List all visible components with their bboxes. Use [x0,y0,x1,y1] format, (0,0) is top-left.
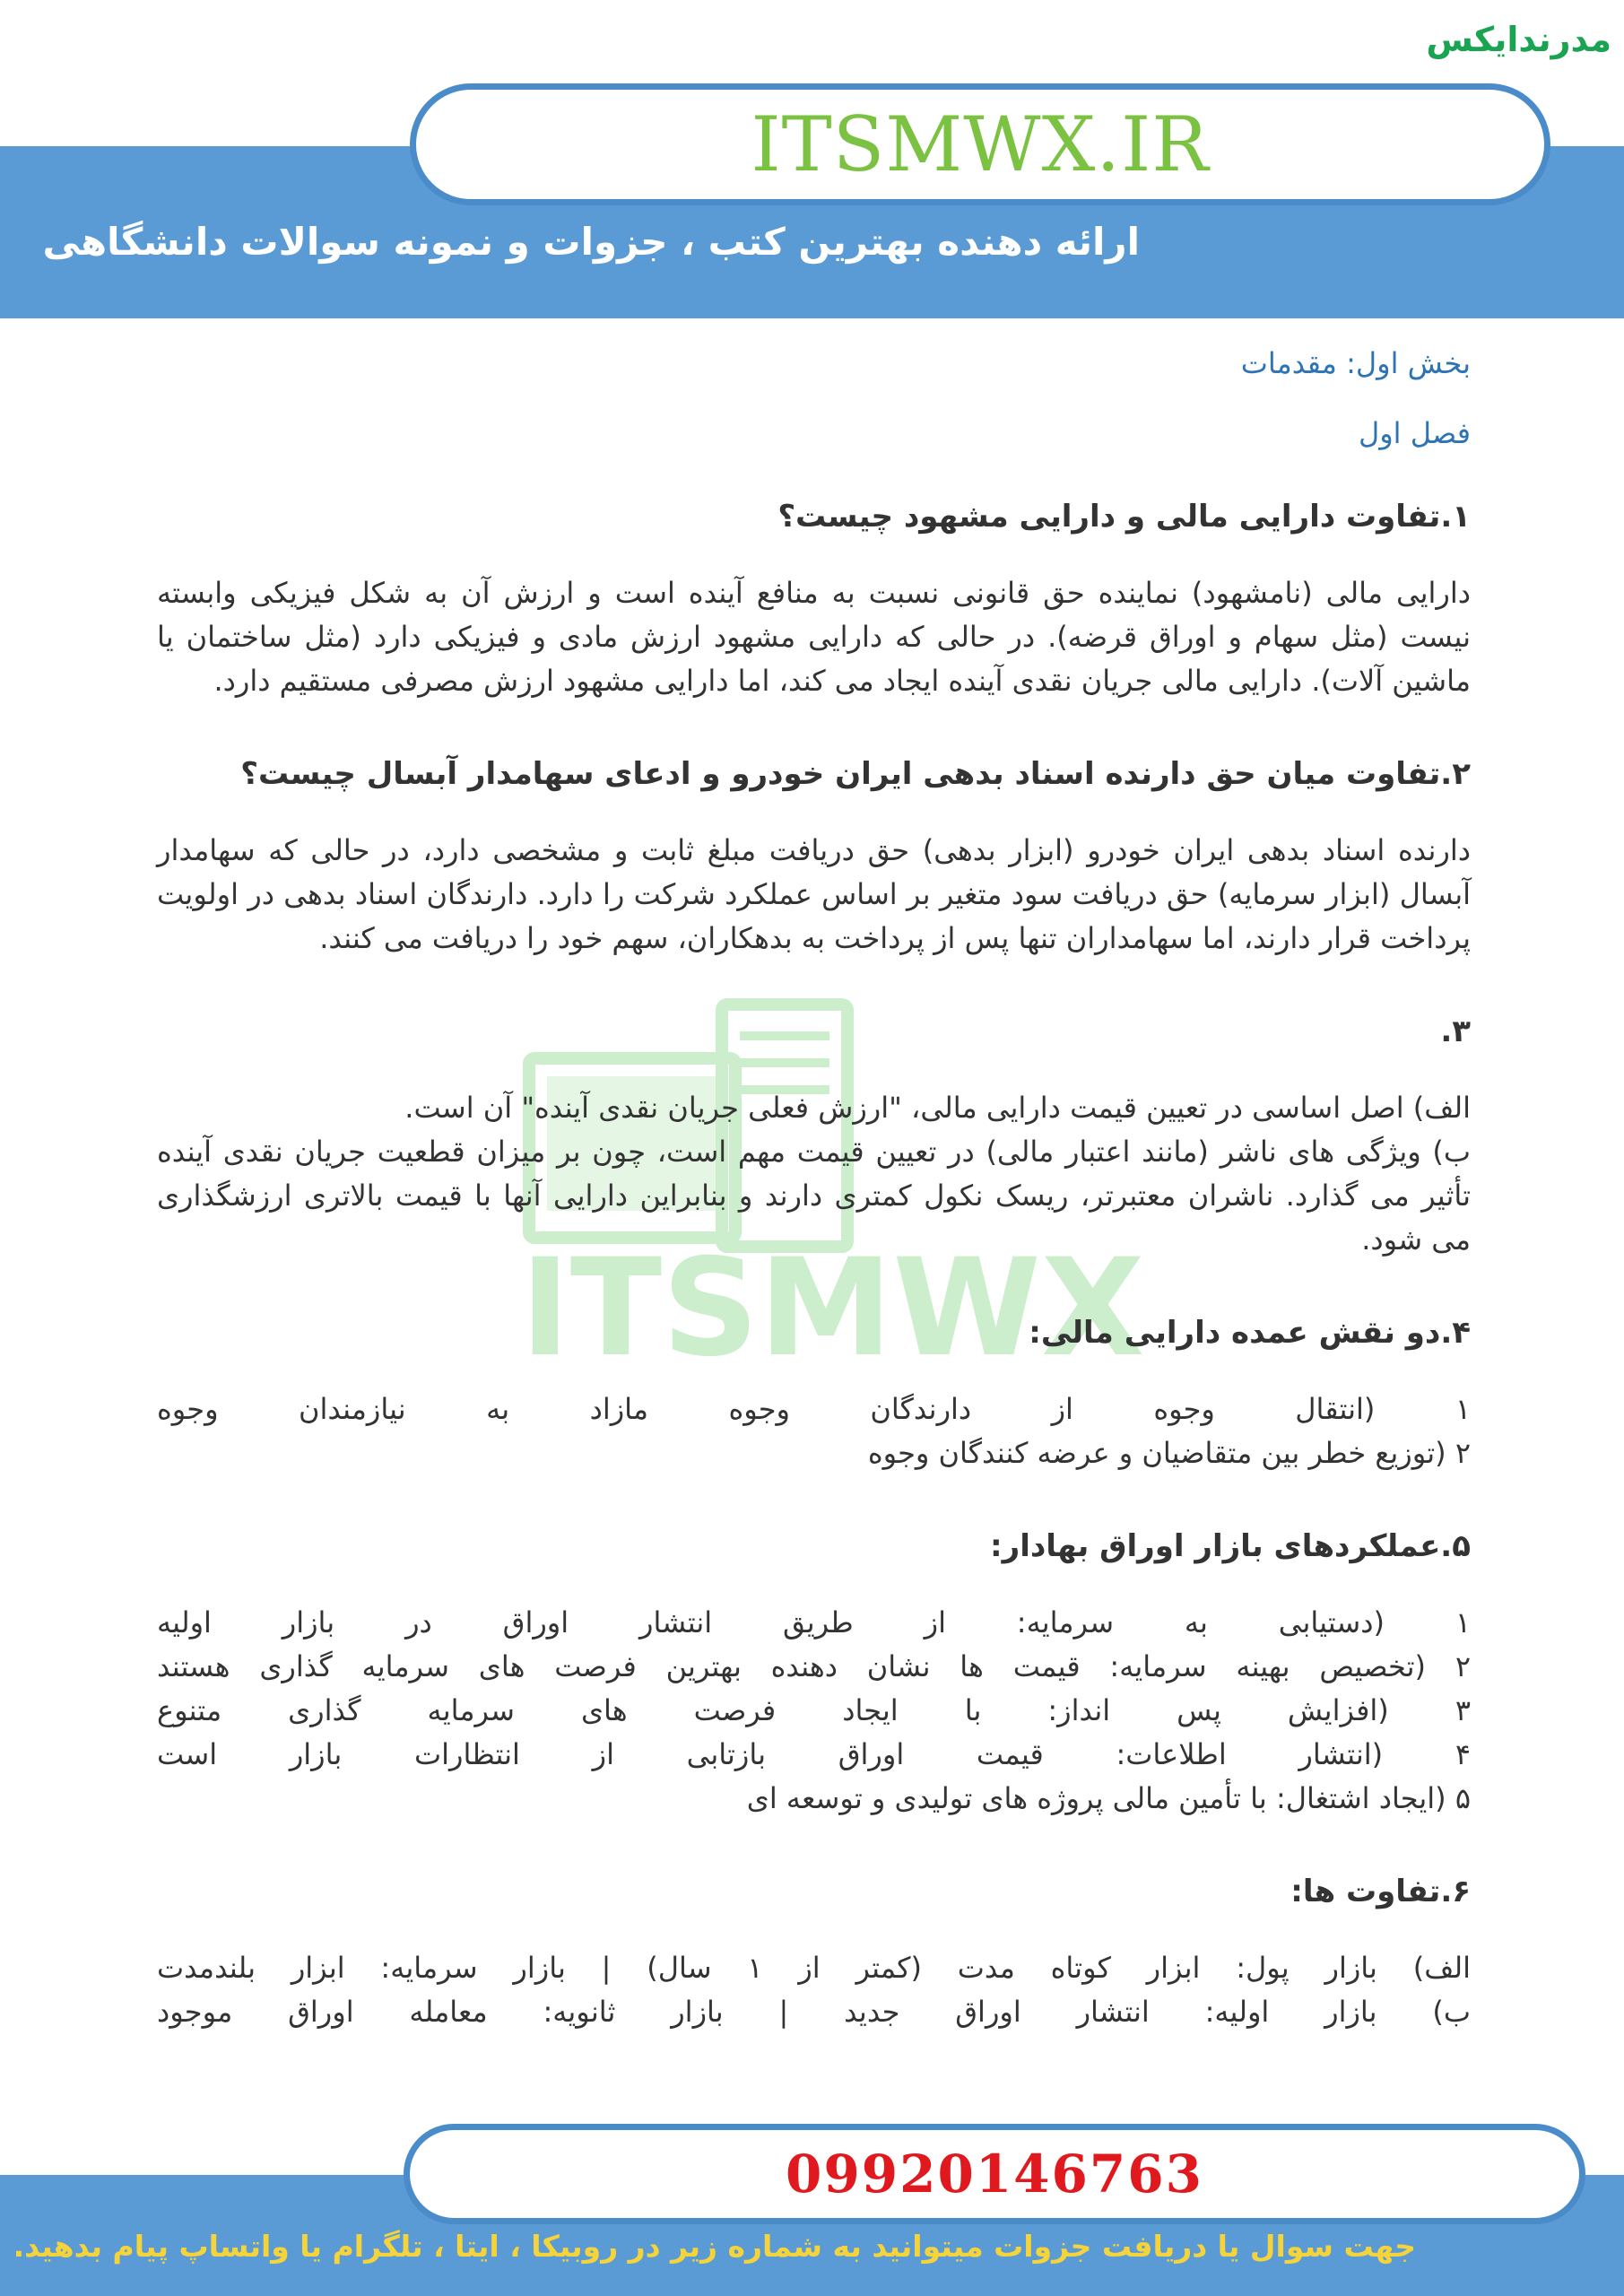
footer-pill [404,2124,1585,2224]
site-name: ITSMWX.IR [751,100,1210,188]
question-4-title: ۴.دو نقش عمده دارایی مالی: [1029,1315,1471,1351]
header-tagline: ارائه دهنده بهترین کتب ، جزوات و نمونه سوالات دانشگاهی [42,220,1140,264]
question-5-item-2: ۲ (تخصیص بهینه سرمایه: قیمت ها نشان دهنده بهترین فرصت های سرمایه گذاری هستند [157,1649,1471,1683]
question-6-title: ۶.تفاوت ها: [1290,1874,1471,1909]
chapter-title: فصل اول [1358,416,1471,450]
brand-logo-text: مدرندایکس [1426,20,1611,59]
question-2-body: دارنده اسناد بدهی ایران خودرو (ابزار بدهی) حق دریافت مبلغ ثابت و مشخصی دارد، در حالی که سهامدار آبسال (ابزار سرمایه) حق دریافت سود متغیر بر اساس عملکرد شرکت را دارد. دارندگان اسناد بدهی در اولویت پرداخت قرار دارند، اما سهامداران تنها پس از پرداخت به بدهکاران، سهم خود را دریافت می کنند. [157,833,1471,955]
question-5-item-3: ۳ (افزایش پس انداز: با ایجاد فرصت های سرمایه گذاری متنوع [157,1693,1471,1727]
phone-number[interactable]: 09920146763 [786,2144,1203,2205]
question-3-title: ۳. [1440,1013,1471,1049]
question-5-item-4: ۴ (انتشار اطلاعات: قیمت اوراق بازتابی از انتظارات بازار است [157,1737,1471,1771]
question-3-line-b: ب) ویژگی های ناشر (مانند اعتبار مالی) در تعیین قیمت مهم است، چون بر میزان قطعیت جریان نقدی آینده تأثیر می گذارد. ناشران معتبرتر، ریسک نکول کمتری دارند و بنابراین دارایی آنها با قیمت بالاتری ارزشگذاری می شود. [157,1135,1471,1257]
content [157,345,1471,2034]
section-title: بخش اول: مقدمات [1240,346,1471,380]
header-pill [410,83,1550,205]
question-4-item-2: ۲ (توزیع خطر بین متقاضیان و عرضه کنندگان وجوه [867,1436,1471,1470]
question-2-title: ۲.تفاوت میان حق دارنده اسناد بدهی ایران خودرو و ادعای سهامدار آبسال چیست؟ [240,756,1471,792]
question-5-title: ۵.عملکردهای بازار اوراق بهادار: [990,1528,1471,1564]
question-5-item-5: ۵ (ایجاد اشتغال: با تأمین مالی پروژه های تولیدی و توسعه ای [746,1781,1471,1815]
question-4-item-1: ۱ (انتقال وجوه از دارندگان وجوه مازاد به نیازمندان وجوه [157,1392,1471,1426]
footer-note: جهت سوال یا دریافت جزوات میتوانید به شماره زیر در روبیکا ، ایتا ، تلگرام یا واتساپ پیام بدهید. [13,2229,1416,2264]
question-3-line-a: الف) اصل اساسی در تعیین قیمت دارایی مالی، "ارزش فعلی جریان نقدی آینده" آن است. [404,1091,1471,1125]
question-1-title: ۱.تفاوت دارایی مالی و دارایی مشهود چیست؟ [777,499,1471,535]
question-6-item-2: ب) بازار اولیه: انتشار اوراق جدید | بازار ثانویه: معامله اوراق موجود [157,1995,1471,2029]
question-6-item-1: الف) بازار پول: ابزار کوتاه مدت (کمتر از ۱ سال) | بازار سرمایه: ابزار بلندمدت [157,1951,1472,1985]
question-1-body: دارایی مالی (نامشهود) نماینده حق قانونی نسبت به منافع آینده است و ارزش آن به شکل فیزیکی وابسته نیست (مثل سهام و اوراق قرضه). در حالی که دارایی مشهود ارزش مادی و فیزیکی دارد (مثل ساختمان یا ماشین آلات). دارایی مالی جریان نقدی آینده ایجاد می کند، اما دارایی مشهود ارزش مصرفی مستقیم دارد. [157,576,1471,698]
svg-text:ITSMWX: ITSMWX [520,1231,1145,1372]
question-5-item-1: ۱ (دستیابی به سرمایه: از طریق انتشار اوراق در بازار اولیه [157,1605,1471,1639]
